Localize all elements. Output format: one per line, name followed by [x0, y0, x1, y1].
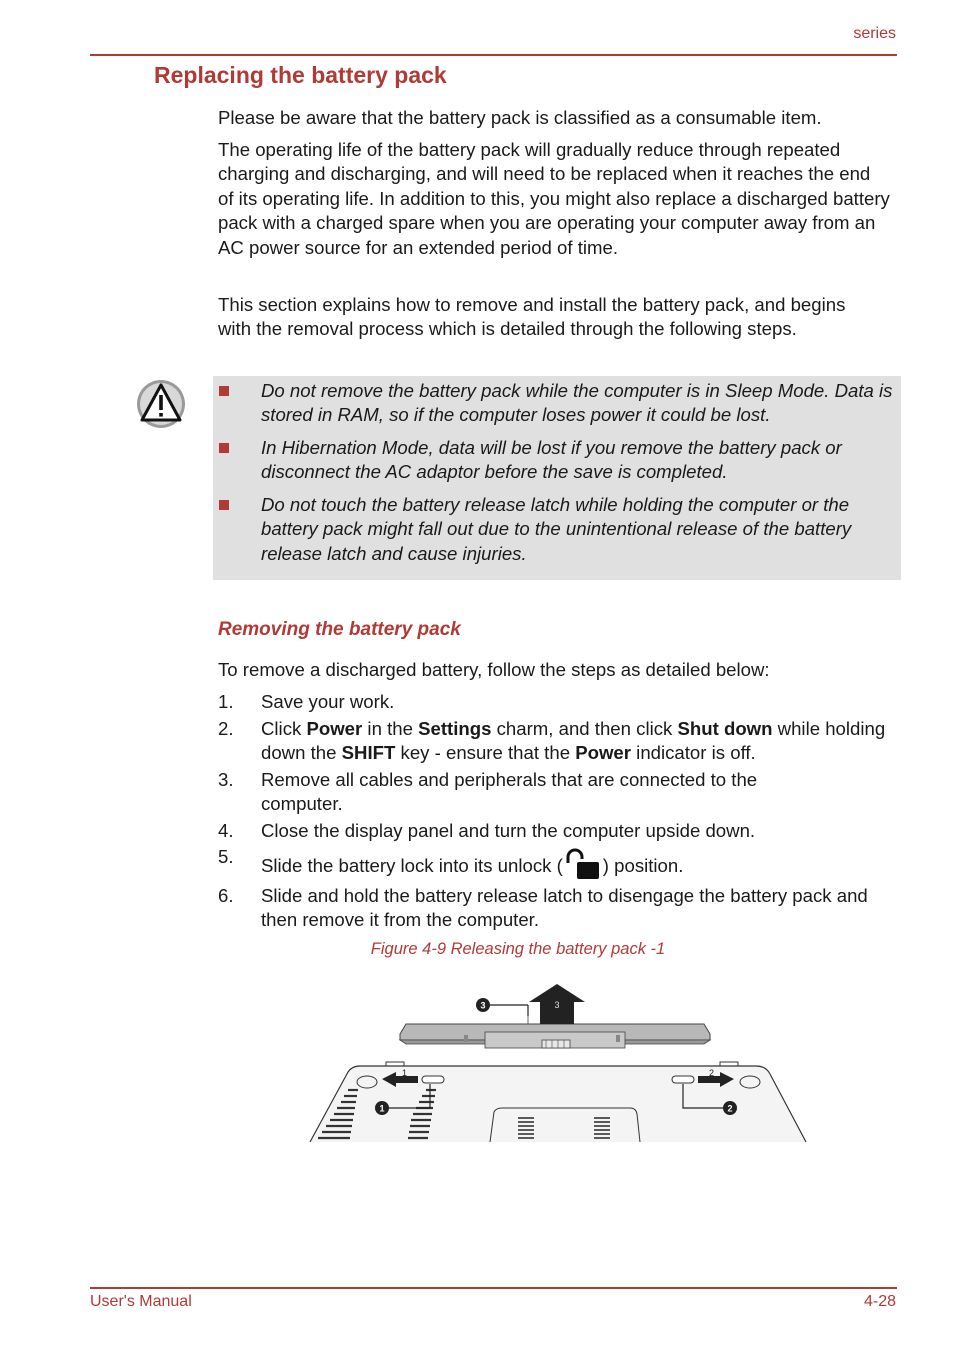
step-number: 2. — [218, 718, 234, 739]
latch-marking-2: 2 — [709, 1068, 715, 1078]
paragraph: The operating life of the battery pack will gradually reduce through repeated charging and discharging, and will need to be replaced when it reaches the end of its operating life. In addition to this, you might also replace a discharged battery pack with a charged spare when you are operating your computer away from an AC power source for an extended period of time. — [218, 139, 890, 258]
warning-icon — [135, 378, 187, 430]
battery-release-illustration — [300, 980, 820, 1150]
step-text: Slide and hold the battery release latch to disengage the battery pack and then remove it from the computer. — [261, 885, 868, 931]
subsection-title: Removing the battery pack — [218, 619, 461, 640]
step-text: Save your work. — [261, 691, 395, 712]
footer-manual-label: User's Manual — [90, 1293, 192, 1310]
step-text: Remove all cables and peripherals that are connected to the computer. — [261, 769, 758, 815]
step-number: 6. — [218, 885, 234, 906]
bullet-square-icon — [219, 443, 229, 453]
arrow-marking-3: 3 — [554, 1000, 560, 1010]
warning-item: Do not remove the battery pack while the computer is in Sleep Mode. Data is stored in RAM, so if the computer loses power it could be lost. — [261, 380, 893, 426]
warning-item: In Hibernation Mode, data will be lost if you remove the battery pack or disconnect the AC adaptor before the save is completed. — [261, 437, 842, 483]
warning-item: Do not touch the battery release latch while holding the computer or the battery pack might fall out due to the unintentional release of the battery release latch and cause injuries. — [261, 494, 852, 564]
callout-2-label: 2 — [727, 1103, 733, 1114]
unlock-icon — [564, 848, 602, 880]
bullet-square-icon — [219, 500, 229, 510]
step-number: 5. — [218, 846, 234, 867]
header-series: series — [853, 25, 896, 42]
figure-caption: Figure 4-9 Releasing the battery pack -1 — [370, 940, 666, 958]
paragraph: Please be aware that the battery pack is classified as a consumable item. — [218, 107, 822, 128]
intro-text: To remove a discharged battery, follow the steps as detailed below: — [218, 659, 770, 680]
paragraph: This section explains how to remove and install the battery pack, and begins with the removal process which is detailed through the following steps. — [218, 294, 846, 340]
callout-3-label: 3 — [480, 1000, 486, 1011]
section-title: Replacing the battery pack — [154, 62, 447, 88]
footer-rule — [90, 1287, 897, 1289]
step-text: Close the display panel and turn the computer upside down. — [261, 820, 756, 841]
footer-page-number: 4-28 — [863, 1293, 896, 1310]
step-number: 3. — [218, 769, 234, 790]
step-text: Slide the battery lock into its unlock ( ) position. — [261, 848, 901, 881]
step-text: Click Power in the Settings charm, and then click Shut down while holding down the SHIFT key - ensure that the Power indicator is off. — [261, 718, 886, 764]
step-number: 1. — [218, 691, 234, 712]
callout-1-label: 1 — [379, 1103, 385, 1114]
bullet-square-icon — [219, 386, 229, 396]
step-number: 4. — [218, 820, 234, 841]
latch-marking-1: 1 — [402, 1068, 408, 1078]
header-rule — [90, 54, 897, 56]
